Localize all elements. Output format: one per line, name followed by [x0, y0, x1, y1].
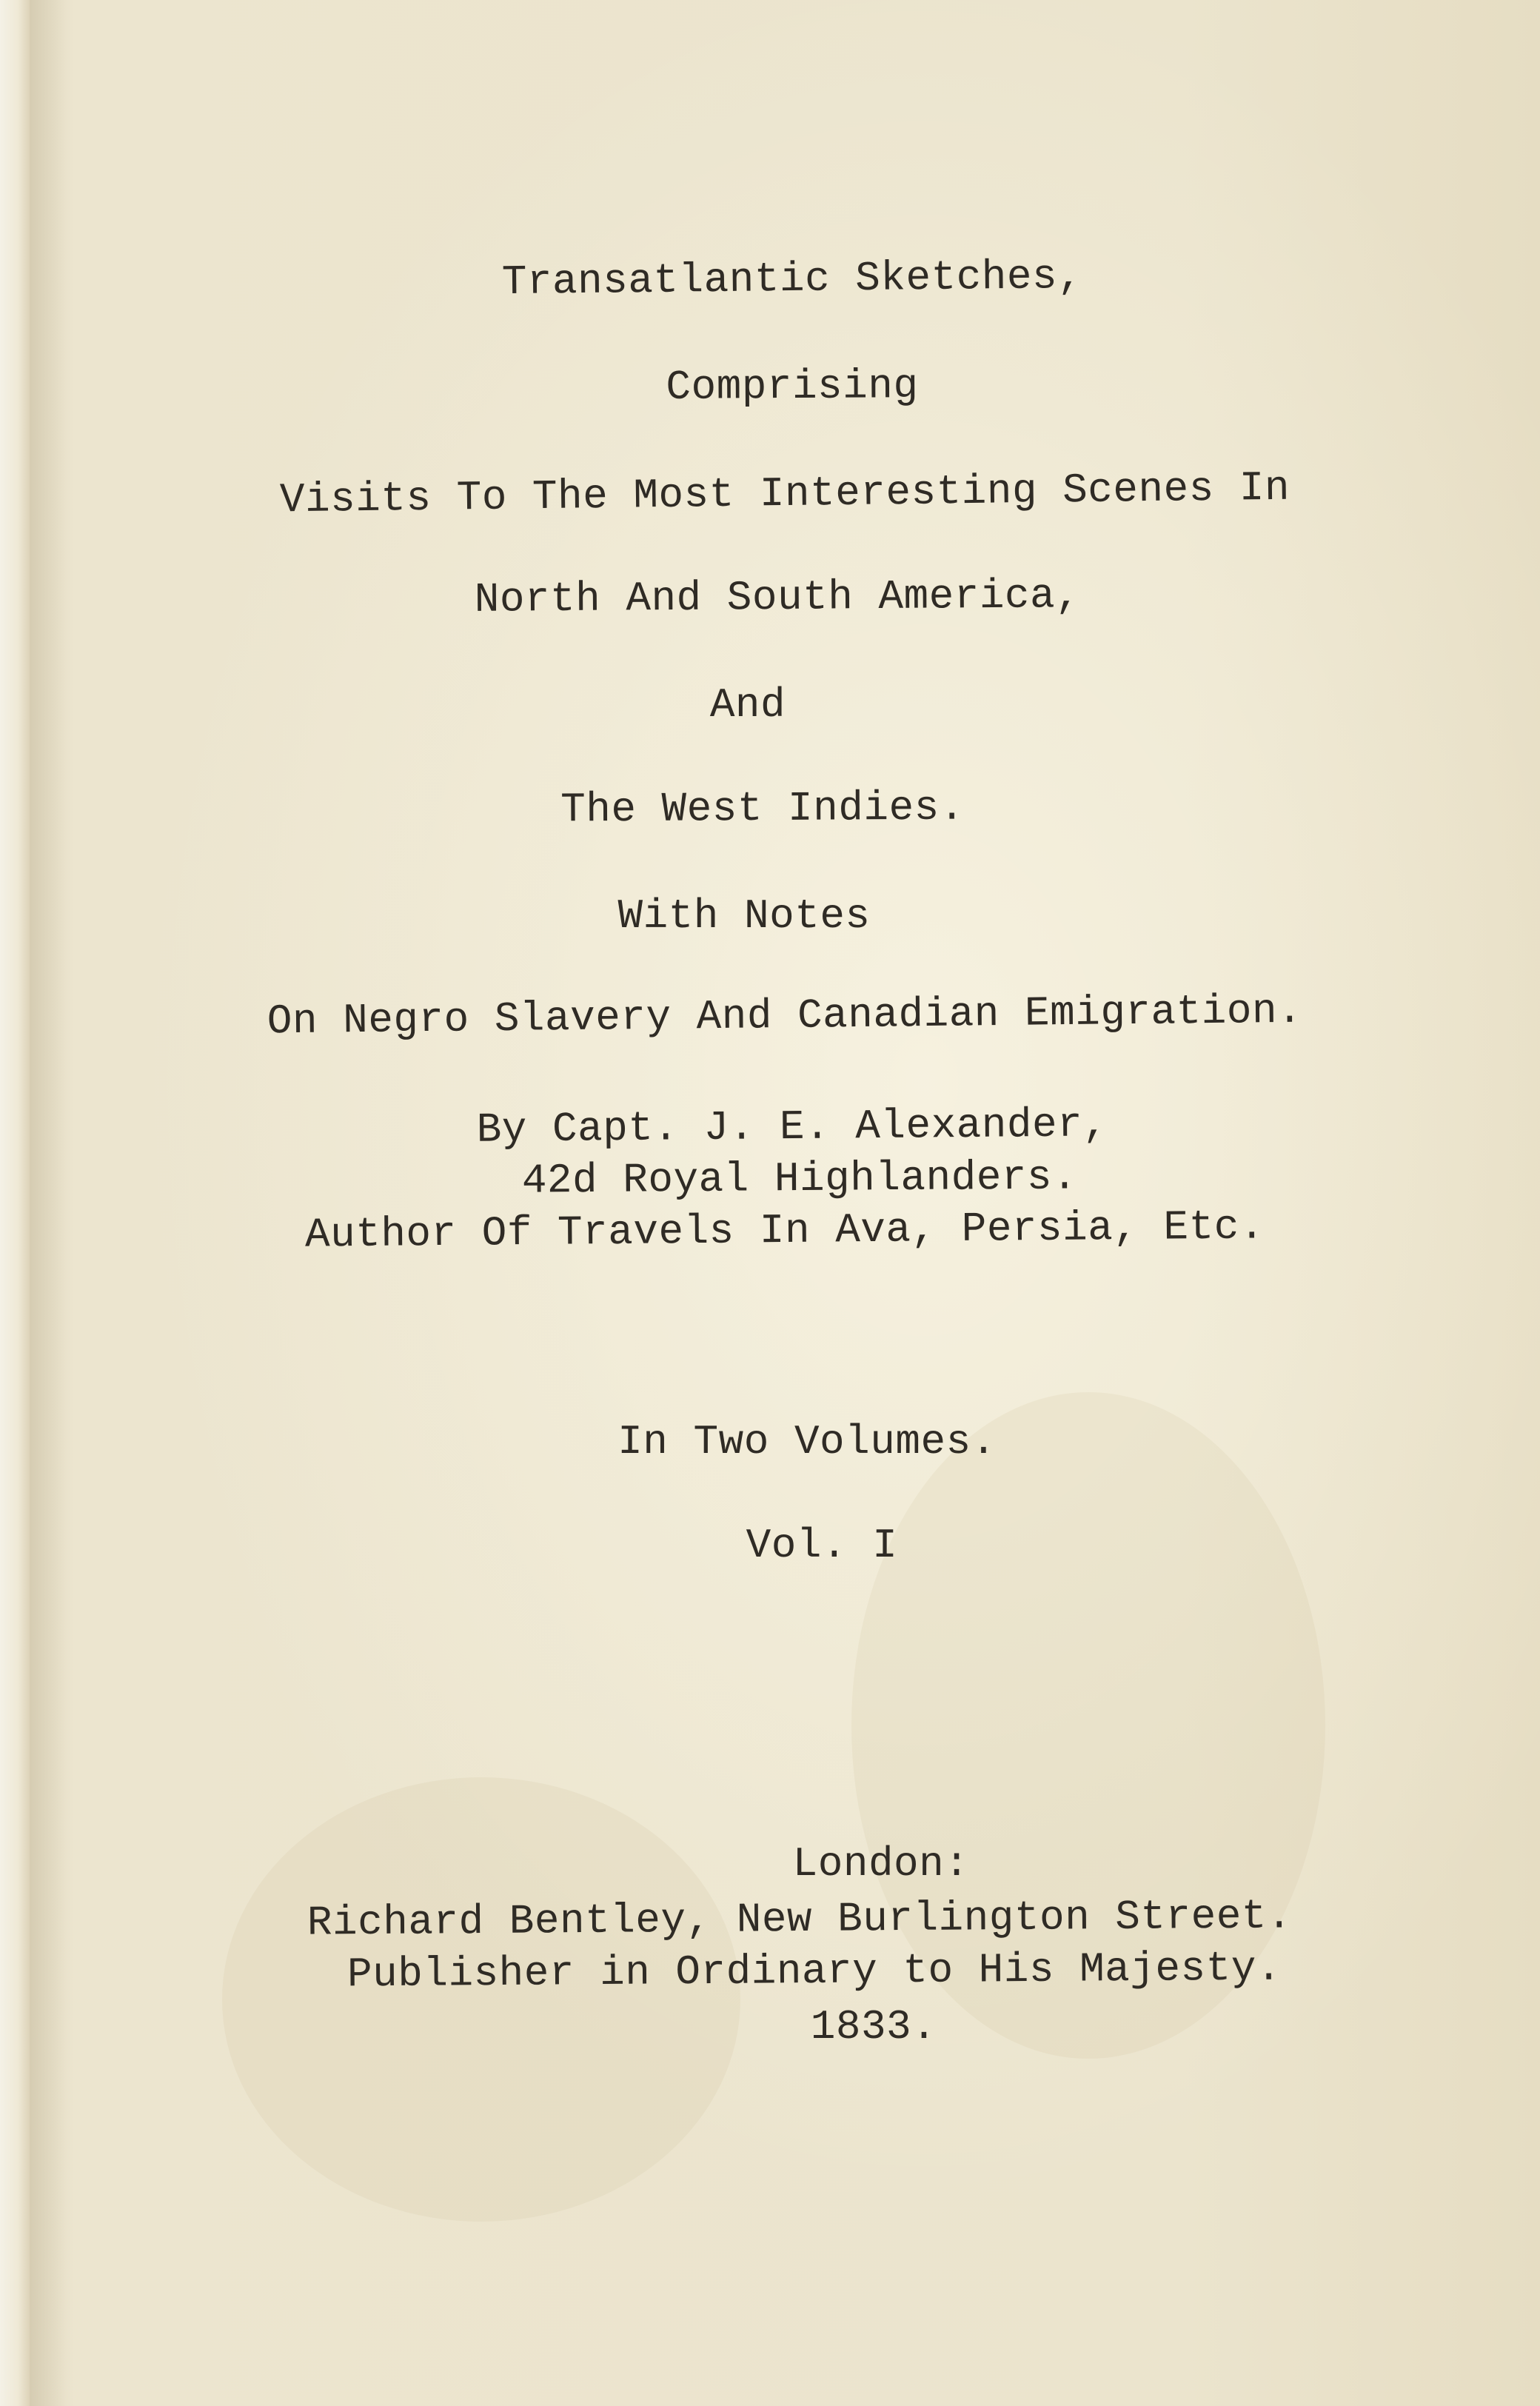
- regiment-line: 42d Royal Highlanders.: [521, 1153, 1078, 1205]
- imprint-place: London:: [792, 1840, 970, 1888]
- subtitle-line-1: Visits To The Most Interesting Scenes In: [279, 464, 1290, 524]
- author-line: By Capt. J. E. Alexander,: [476, 1100, 1108, 1154]
- author-works-line: Author Of Travels In Ava, Persia, Etc.: [304, 1203, 1265, 1259]
- comprising-line: Comprising: [666, 362, 919, 411]
- imprint-publisher-role: Publisher in Ordinary to His Majesty.: [346, 1944, 1282, 1999]
- subtitle-line-3: The West Indies.: [560, 783, 965, 834]
- volumes-line: In Two Volumes.: [617, 1418, 997, 1466]
- book-title: Transatlantic Sketches,: [501, 252, 1083, 307]
- imprint-publisher: Richard Bentley, New Burlington Street.: [307, 1892, 1293, 1947]
- imprint-year: 1833.: [810, 2003, 937, 2051]
- subtitle-and: And: [709, 681, 786, 729]
- with-notes-line: With Notes: [617, 892, 871, 940]
- page-edge: [0, 0, 30, 2406]
- notes-topic-line: On Negro Slavery And Canadian Emigration.: [267, 986, 1303, 1046]
- volume-number: Vol. I: [746, 1522, 898, 1569]
- subtitle-line-2: North And South America,: [474, 572, 1081, 624]
